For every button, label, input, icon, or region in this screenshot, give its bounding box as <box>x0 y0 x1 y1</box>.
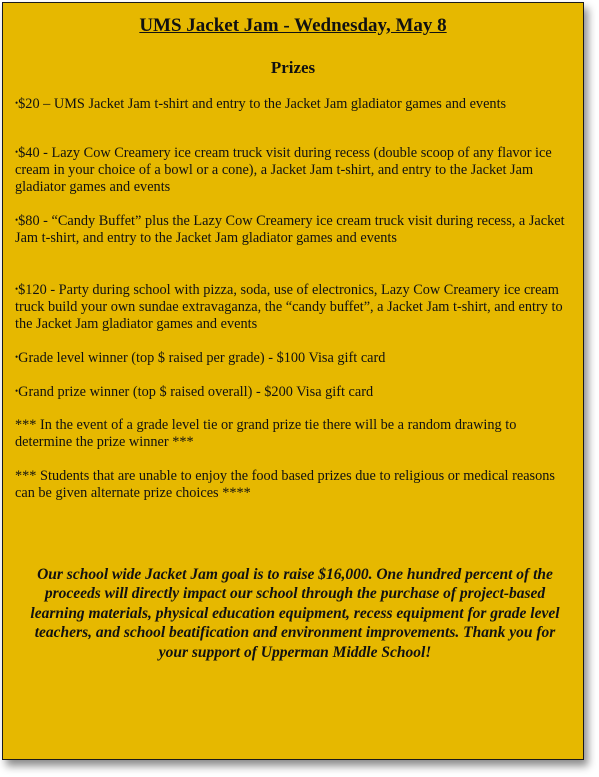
bullet: • <box>15 284 19 294</box>
prize-item-grade-level <box>15 349 573 367</box>
prize-text: Grand prize winner (top $ raised overall) - $200 Visa gift card <box>18 384 374 400</box>
flyer <box>2 2 584 760</box>
prize-text: $20 – UMS Jacket Jam t-shirt and entry to the Jacket Jam gladiator games and events <box>18 96 507 112</box>
tie-note: *** In the event of a grade level tie or grand prize tie there will be a random drawing to determine the prize winner *** <box>15 417 517 450</box>
prize-text: $40 - Lazy Cow Creamery ice cream truck visit during recess (double scoop of any flavor ice cream in your choice of a bowl or a cone), a Jacket Jam t-shirt, and entry to the Jacket Jam gladiator games and events <box>15 145 552 195</box>
bullet: • <box>15 98 19 108</box>
prize-item-grand-prize <box>15 383 573 401</box>
bullet: • <box>15 215 19 225</box>
prize-text: $120 - Party during school with pizza, soda, use of electronics, Lazy Cow Creamery ice cream truck build your own sundae extravaganza, the “candy buffet”, a Jacket Jam t-shirt, and entry to the Jacket Jam gladiator games and events <box>15 282 563 332</box>
prize-text: $80 - “Candy Buffet” plus the Lazy Cow Creamery ice cream truck visit during recess, a Jacket Jam t-shirt, and entry to the Jacket Jam gladiator games and events <box>15 213 565 246</box>
bullet: • <box>15 352 19 362</box>
prize-item-80 <box>15 212 573 247</box>
prize-item-120 <box>15 281 573 333</box>
prize-item-40 <box>15 144 573 196</box>
prize-text: Grade level winner (top $ raised per grade) - $100 Visa gift card <box>18 350 386 366</box>
prize-item-20 <box>15 95 573 113</box>
alternate-prize-note: *** Students that are unable to enjoy the food based prizes due to religious or medical reasons can be given alternate prize choices **** <box>15 468 555 501</box>
prizes-heading: Prizes <box>270 58 316 77</box>
bullet: • <box>15 386 19 396</box>
flyer-title: UMS Jacket Jam - Wednesday, May 8 <box>139 15 447 36</box>
bullet: • <box>15 147 19 157</box>
fundraising-goal: Our school wide Jacket Jam goal is to raise $16,000. One hundred percent of the proceeds will directly impact our school through the purchase of project-based learning materials, physical education equipment, recess equipment for grade level teachers, and school beatification and environment improvements. Thank you for your support of Upperman Middle School! <box>30 566 560 661</box>
